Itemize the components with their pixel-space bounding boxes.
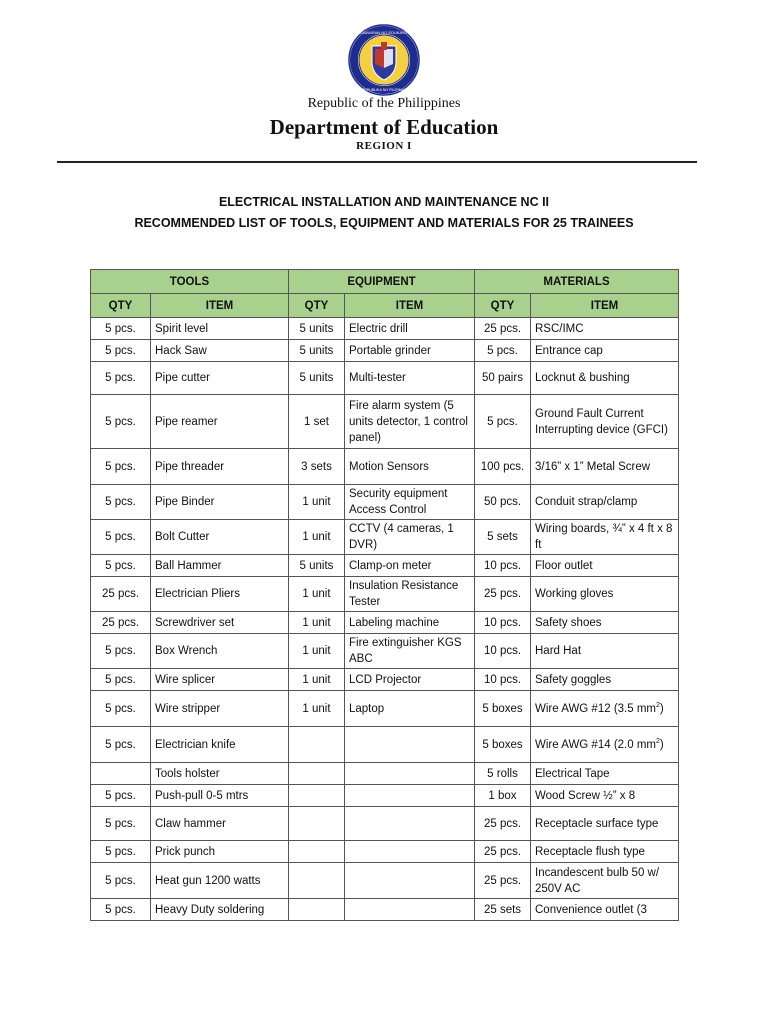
- tool-item-cell: Wire stripper: [151, 691, 289, 727]
- table-row: [91, 485, 679, 520]
- equipment-qty-cell: 1 unit: [289, 485, 345, 520]
- material-item-cell: Floor outlet: [531, 555, 679, 577]
- table-row: [91, 727, 679, 763]
- material-qty-cell: 10 pcs.: [475, 634, 531, 669]
- material-qty-cell: 25 pcs.: [475, 577, 531, 612]
- tool-item-cell: Heat gun 1200 watts: [151, 863, 289, 899]
- table-row: [91, 362, 679, 395]
- equipment-item-cell: Clamp-on meter: [345, 555, 475, 577]
- tool-item-cell: Pipe cutter: [151, 362, 289, 395]
- table-row: [91, 807, 679, 841]
- equipment-qty-cell: [289, 841, 345, 863]
- material-item-cell: Locknut & bushing: [531, 362, 679, 395]
- equipment-item-cell: Security equipment Access Control: [345, 485, 475, 520]
- material-qty-cell: 10 pcs.: [475, 669, 531, 691]
- equipment-item-cell: [345, 763, 475, 785]
- republic-heading: Republic of the Philippines: [307, 96, 461, 111]
- equipment-qty-cell: 1 unit: [289, 669, 345, 691]
- material-qty-cell: 5 boxes: [475, 691, 531, 727]
- group-header-row: [91, 270, 679, 294]
- equipment-qty-cell: [289, 899, 345, 921]
- tool-item-cell: Prick punch: [151, 841, 289, 863]
- material-qty-cell: 25 sets: [475, 899, 531, 921]
- equipment-qty-cell: 1 unit: [289, 634, 345, 669]
- material-item-cell: Hard Hat: [531, 634, 679, 669]
- deped-seal-icon: [348, 24, 420, 96]
- equipment-item-cell: Laptop: [345, 691, 475, 727]
- material-qty-cell: 25 pcs.: [475, 841, 531, 863]
- tool-item-cell: Pipe Binder: [151, 485, 289, 520]
- material-qty-cell: 25 pcs.: [475, 807, 531, 841]
- column-header-row: [91, 294, 679, 318]
- tool-qty-cell: 5 pcs.: [91, 863, 151, 899]
- equipment-qty-cell: 5 units: [289, 555, 345, 577]
- tool-item-cell: Pipe threader: [151, 449, 289, 485]
- tool-qty-cell: 5 pcs.: [91, 395, 151, 449]
- material-item-cell: Receptacle flush type: [531, 841, 679, 863]
- tool-qty-cell: 5 pcs.: [91, 634, 151, 669]
- material-qty-cell: 25 pcs.: [475, 863, 531, 899]
- tool-item-cell: Spirit level: [151, 318, 289, 340]
- material-item-cell: 3/16” x 1” Metal Screw: [531, 449, 679, 485]
- tool-qty-cell: 5 pcs.: [91, 841, 151, 863]
- equipment-item-cell: Portable grinder: [345, 340, 475, 362]
- tool-item-cell: Bolt Cutter: [151, 520, 289, 555]
- svg-text:REPUBLIKA NG PILIPINAS: REPUBLIKA NG PILIPINAS: [361, 88, 407, 92]
- table-row: [91, 899, 679, 921]
- material-qty-cell: 5 pcs.: [475, 395, 531, 449]
- equipment-qty-cell: 5 units: [289, 318, 345, 340]
- tool-qty-cell: 5 pcs.: [91, 785, 151, 807]
- equipment-item-cell: Electric drill: [345, 318, 475, 340]
- superscript: 2: [656, 737, 660, 745]
- tool-qty-cell: 5 pcs.: [91, 807, 151, 841]
- svg-text:KAGAWARAN NG EDUKASYON: KAGAWARAN NG EDUKASYON: [354, 30, 414, 35]
- tools-equipment-materials-table: [90, 269, 679, 921]
- material-qty-cell: 5 pcs.: [475, 340, 531, 362]
- tool-qty-cell: 5 pcs.: [91, 691, 151, 727]
- table-row: [91, 785, 679, 807]
- table-row: [91, 555, 679, 577]
- equipment-item-header: ITEM: [345, 294, 475, 318]
- tool-item-cell: Wire splicer: [151, 669, 289, 691]
- table-row: [91, 691, 679, 727]
- equipment-qty-cell: [289, 763, 345, 785]
- tools-qty-header: QTY: [91, 294, 151, 318]
- equipment-item-cell: LCD Projector: [345, 669, 475, 691]
- tool-item-cell: Tools holster: [151, 763, 289, 785]
- table-row: [91, 395, 679, 449]
- equipment-group-header: EQUIPMENT: [289, 270, 475, 294]
- equipment-item-cell: Fire extinguisher KGS ABC: [345, 634, 475, 669]
- equipment-qty-cell: [289, 807, 345, 841]
- tool-item-cell: Electrician knife: [151, 727, 289, 763]
- material-item-cell: Wiring boards, ¾” x 4 ft x 8 ft: [531, 520, 679, 555]
- equipment-item-cell: [345, 807, 475, 841]
- material-item-cell: Working gloves: [531, 577, 679, 612]
- table-row: [91, 318, 679, 340]
- material-qty-cell: 5 rolls: [475, 763, 531, 785]
- equipment-item-cell: [345, 727, 475, 763]
- document-subtitle: RECOMMENDED LIST OF TOOLS, EQUIPMENT AND MATERIALS FOR 25 TRAINEES: [134, 216, 634, 230]
- table-row: [91, 763, 679, 785]
- tool-qty-cell: 5 pcs.: [91, 669, 151, 691]
- material-item-cell: Ground Fault Current Interrupting device (GFCI): [531, 395, 679, 449]
- tool-item-cell: Ball Hammer: [151, 555, 289, 577]
- material-item-cell: Conduit strap/clamp: [531, 485, 679, 520]
- tool-item-cell: Claw hammer: [151, 807, 289, 841]
- tool-qty-cell: [91, 763, 151, 785]
- tool-item-cell: Screwdriver set: [151, 612, 289, 634]
- material-item-cell: Wood Screw ½” x 8: [531, 785, 679, 807]
- equipment-qty-cell: [289, 785, 345, 807]
- material-item-cell: Safety shoes: [531, 612, 679, 634]
- equipment-qty-cell: 1 set: [289, 395, 345, 449]
- material-item-cell: Incandescent bulb 50 w/ 250V AC: [531, 863, 679, 899]
- tool-item-cell: Hack Saw: [151, 340, 289, 362]
- superscript: 2: [656, 701, 660, 709]
- material-qty-cell: 5 sets: [475, 520, 531, 555]
- table-row: [91, 841, 679, 863]
- equipment-qty-cell: 1 unit: [289, 612, 345, 634]
- material-item-cell: Convenience outlet (3: [531, 899, 679, 921]
- equipment-qty-cell: 1 unit: [289, 691, 345, 727]
- region-heading: REGION I: [356, 140, 412, 152]
- material-item-cell: Wire AWG #12 (3.5 $mm^2$): [531, 691, 679, 727]
- tool-item-cell: Push-pull 0-5 mtrs: [151, 785, 289, 807]
- equipment-qty-cell: [289, 863, 345, 899]
- table-row: [91, 669, 679, 691]
- tool-item-cell: Pipe reamer: [151, 395, 289, 449]
- tool-qty-cell: 5 pcs.: [91, 555, 151, 577]
- materials-group-header: MATERIALS: [475, 270, 679, 294]
- table-row: [91, 340, 679, 362]
- material-item-cell: Wire AWG #14 (2.0 $mm^2$): [531, 727, 679, 763]
- tool-item-cell: Box Wrench: [151, 634, 289, 669]
- equipment-qty-cell: 5 units: [289, 362, 345, 395]
- materials-qty-header: QTY: [475, 294, 531, 318]
- material-qty-cell: 1 box: [475, 785, 531, 807]
- equipment-item-cell: [345, 841, 475, 863]
- table-row: [91, 520, 679, 555]
- tool-qty-cell: 25 pcs.: [91, 612, 151, 634]
- material-qty-cell: 10 pcs.: [475, 555, 531, 577]
- equipment-item-cell: Fire alarm system (5 units detector, 1 control panel): [345, 395, 475, 449]
- department-heading: Department of Education: [269, 115, 499, 139]
- equipment-item-cell: Motion Sensors: [345, 449, 475, 485]
- tool-item-cell: Heavy Duty soldering: [151, 899, 289, 921]
- materials-item-header: ITEM: [531, 294, 679, 318]
- equipment-item-cell: [345, 863, 475, 899]
- tool-qty-cell: 5 pcs.: [91, 318, 151, 340]
- tool-qty-cell: 5 pcs.: [91, 449, 151, 485]
- tool-qty-cell: 25 pcs.: [91, 577, 151, 612]
- table-row: [91, 634, 679, 669]
- document-title: ELECTRICAL INSTALLATION AND MAINTENANCE NC II: [218, 195, 550, 209]
- material-qty-cell: 100 pcs.: [475, 449, 531, 485]
- material-qty-cell: 50 pairs: [475, 362, 531, 395]
- material-qty-cell: 5 boxes: [475, 727, 531, 763]
- tools-item-header: ITEM: [151, 294, 289, 318]
- tool-qty-cell: 5 pcs.: [91, 485, 151, 520]
- header-divider: [57, 161, 697, 163]
- table-row: [91, 577, 679, 612]
- tool-qty-cell: 5 pcs.: [91, 899, 151, 921]
- material-item-cell: RSC/IMC: [531, 318, 679, 340]
- tools-group-header: TOOLS: [91, 270, 289, 294]
- material-item-cell: Safety goggles: [531, 669, 679, 691]
- material-qty-cell: 50 pcs.: [475, 485, 531, 520]
- equipment-qty-header: QTY: [289, 294, 345, 318]
- tool-qty-cell: 5 pcs.: [91, 362, 151, 395]
- equipment-qty-cell: 3 sets: [289, 449, 345, 485]
- equipment-qty-cell: [289, 727, 345, 763]
- material-item-cell: Receptacle surface type: [531, 807, 679, 841]
- equipment-qty-cell: 1 unit: [289, 520, 345, 555]
- equipment-item-cell: CCTV (4 cameras, 1 DVR): [345, 520, 475, 555]
- material-item-cell: Entrance cap: [531, 340, 679, 362]
- equipment-item-cell: [345, 785, 475, 807]
- tool-qty-cell: 5 pcs.: [91, 340, 151, 362]
- equipment-item-cell: Multi-tester: [345, 362, 475, 395]
- tool-item-cell: Electrician Pliers: [151, 577, 289, 612]
- equipment-item-cell: Insulation Resistance Tester: [345, 577, 475, 612]
- equipment-item-cell: Labeling machine: [345, 612, 475, 634]
- table-row: [91, 612, 679, 634]
- equipment-qty-cell: 5 units: [289, 340, 345, 362]
- tool-qty-cell: 5 pcs.: [91, 727, 151, 763]
- table-row: [91, 863, 679, 899]
- tool-qty-cell: 5 pcs.: [91, 520, 151, 555]
- table-row: [91, 449, 679, 485]
- material-qty-cell: 10 pcs.: [475, 612, 531, 634]
- equipment-item-cell: [345, 899, 475, 921]
- material-qty-cell: 25 pcs.: [475, 318, 531, 340]
- equipment-qty-cell: 1 unit: [289, 577, 345, 612]
- material-item-cell: Electrical Tape: [531, 763, 679, 785]
